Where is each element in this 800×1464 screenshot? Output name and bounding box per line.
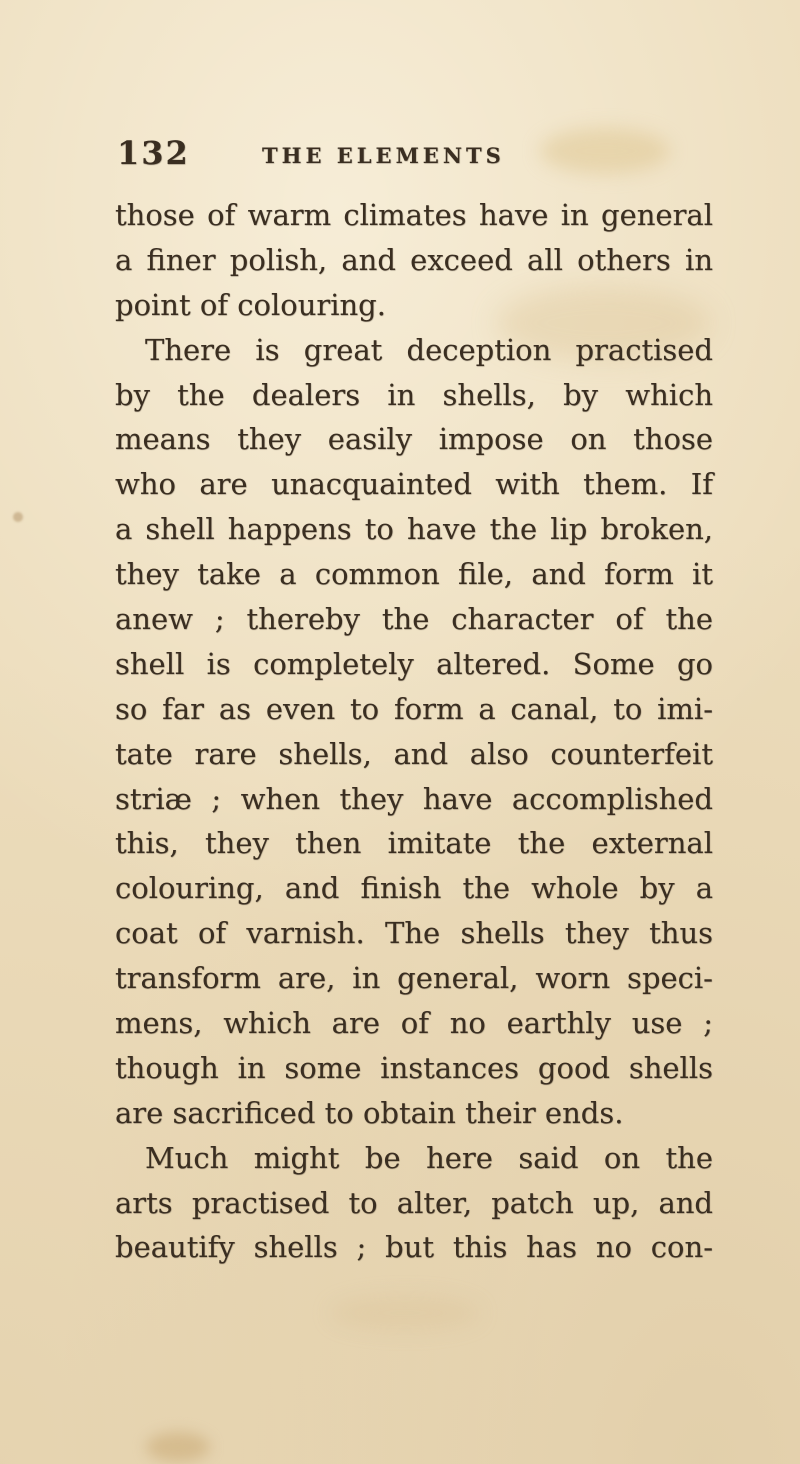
text-line: though in some instances good shells: [115, 1050, 713, 1085]
text-line: by the dealers in shells, by which: [115, 377, 713, 412]
text-line: a finer polish, and exceed all others in: [115, 242, 713, 277]
text-line: colouring, and finish the whole by a: [115, 871, 713, 906]
text-line: this, they then imitate the external: [115, 826, 713, 861]
text-line: a shell happens to have the lip broken,: [115, 512, 713, 547]
paper-stain: [146, 1432, 210, 1462]
text-line: arts practised to alter, patch up, and: [115, 1185, 713, 1220]
text-line: anew ; thereby the character of the: [115, 602, 713, 637]
page-number: 132: [117, 134, 190, 172]
text-line: they take a common file, and form it: [115, 557, 713, 592]
text-line: so far as even to form a canal, to imi-: [115, 691, 713, 726]
text-line: means they easily impose on those: [115, 422, 713, 457]
text-line: those of warm climates have in general: [115, 198, 713, 232]
paper-stain: [13, 512, 23, 522]
text-line: coat of varnish. The shells they thus: [115, 916, 713, 951]
text-line: There is great deception practised: [145, 332, 713, 367]
text-line: Much might be here said on the: [145, 1140, 713, 1175]
text-line: who are unacquainted with them. If: [115, 467, 713, 502]
running-head: THE ELEMENTS: [262, 143, 505, 168]
text-line: tate rare shells, and also counterfeit: [115, 736, 713, 771]
text-line: shell is completely altered. Some go: [115, 646, 713, 681]
text-block: [115, 193, 713, 1270]
text-line: mens, which are of no earthly use ;: [115, 1006, 713, 1041]
text-line: point of colouring.: [115, 287, 386, 322]
text-line: striæ ; when they have accomplished: [115, 781, 713, 816]
text-line: are sacrificed to obtain their ends.: [115, 1095, 624, 1130]
paper-stain: [540, 128, 670, 174]
text-line: transform are, in general, worn speci-: [115, 961, 713, 996]
text-line: beautify shells ; but this has no con-: [115, 1230, 713, 1265]
paper-stain: [330, 1296, 480, 1330]
